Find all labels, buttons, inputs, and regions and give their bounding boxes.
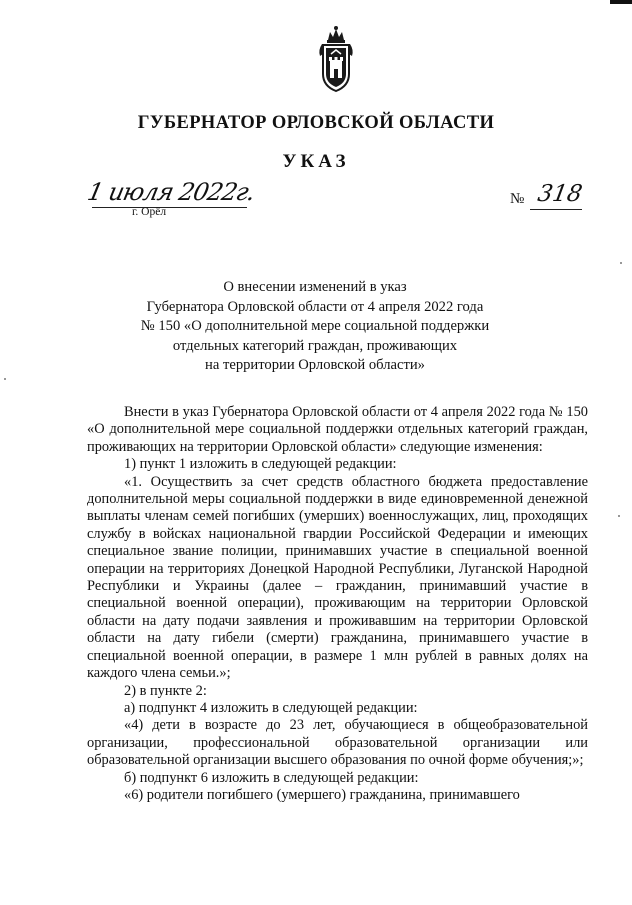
paragraph-item-2a: а) подпункт 4 изложить в следующей редакции:	[124, 699, 418, 716]
document-type: УКАЗ	[282, 151, 350, 172]
scan-speck	[618, 515, 620, 517]
scan-corner-mark	[610, 0, 632, 4]
subject-line: Губернатора Орловской области от 4 апреля 2022 года	[146, 298, 484, 315]
orel-coat-of-arms-icon	[314, 24, 358, 94]
paragraph-item-2: 2) в пункте 2:	[124, 682, 207, 699]
subject-line: О внесении изменений в указ	[223, 279, 407, 295]
number-label: №	[510, 191, 525, 207]
governor-title: ГУБЕРНАТОР ОРЛОВСКОЙ ОБЛАСТИ	[137, 113, 495, 133]
subject-line: на территории Орловской области»	[205, 357, 425, 373]
subject-line: № 150 «О дополнительной мере социальной поддержки	[140, 318, 490, 334]
date-underline	[92, 207, 247, 208]
paragraph-item-1-text: «1. Осуществить за счет средств областного бюджета предоставление дополнительной меры социальной поддержки в виде единовременной денежной выплаты членам семей погибших (умерших) военнослужащих, лиц, проходящих службу в войсках национальной гвардии Российской Федерации и имеющих специальное звание полиции, принимавших участие в специальной военной операции на территориях Донецкой Народной Республики, Луганской Народной Республики и Украины (далее – гражданин, принимавший участие в специальной военной операции), проживающим на территории Орловской области на дату подачи заявления и проживавшим на территории Орловской области на дату гибели (смерти) гражданина, принимавшего участие в специальной военной операции, в размере 1 млн рублей в равных долях на каждого члена семьи.»;	[87, 473, 588, 682]
decree-subject	[80, 278, 550, 376]
subject-line: отдельных категорий граждан, проживающих	[172, 337, 458, 354]
city-label: г. Орёл	[132, 206, 167, 218]
scan-speck	[620, 262, 622, 264]
number-underline	[530, 209, 582, 210]
handwritten-date: 1 июля 2022г.	[85, 178, 258, 206]
scan-speck	[4, 378, 6, 380]
paragraph-item-2a-text: «4) дети в возрасте до 23 лет, обучающиеся в общеобразовательной организации, профессиональной образовательной организации или образовательной организации высшего образования по очной форме обучения;»;	[87, 717, 588, 769]
paragraph-intro: Внести в указ Губернатора Орловской области от 4 апреля 2022 года № 150 «О дополнительной мере социальной поддержки отдельных категорий граждан, проживающих на территории Орловской области» следующие изменения:	[87, 404, 588, 455]
paragraph-item-1: 1) пункт 1 изложить в следующей редакции:	[124, 456, 397, 473]
handwritten-number: 318	[535, 181, 585, 207]
paragraph-item-2b: б) подпункт 6 изложить в следующей редакции:	[124, 769, 419, 786]
decree-body	[87, 404, 588, 804]
paragraph-item-2b-text: «6) родители погибшего (умершего) гражданина, принимавшего	[124, 786, 520, 803]
